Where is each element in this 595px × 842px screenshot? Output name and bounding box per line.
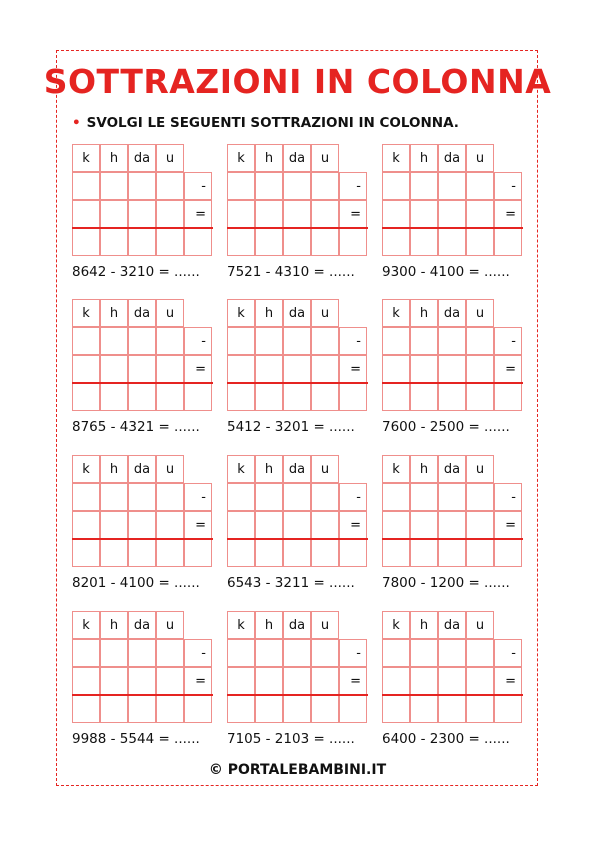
column-header-cell: da	[128, 611, 156, 639]
column-header-cell: k	[227, 144, 255, 172]
column-header-cell: u	[466, 144, 494, 172]
minus-sign: -	[339, 172, 367, 200]
answer-cell	[255, 695, 283, 723]
column-header-cell: da	[283, 455, 311, 483]
answer-cell	[100, 383, 128, 411]
answer-cell	[227, 200, 255, 228]
answer-cell	[156, 483, 184, 511]
answer-cell	[100, 667, 128, 695]
answer-cell	[128, 667, 156, 695]
answer-cell	[311, 172, 339, 200]
answer-cell	[100, 327, 128, 355]
answer-cell	[382, 539, 410, 567]
equals-sign: =	[339, 200, 367, 228]
answer-cell	[128, 327, 156, 355]
column-header-cell: u	[156, 299, 184, 327]
answer-cell	[382, 667, 410, 695]
answer-cell	[184, 383, 212, 411]
minus-sign: -	[184, 327, 212, 355]
result-line	[227, 382, 368, 384]
answer-cell	[156, 539, 184, 567]
answer-cell	[156, 355, 184, 383]
answer-cell	[72, 695, 100, 723]
answer-cell	[410, 667, 438, 695]
answer-cell	[438, 667, 466, 695]
subtraction-equation: 9300 - 4100 = ......	[382, 264, 510, 280]
answer-cell	[311, 383, 339, 411]
answer-cell	[128, 639, 156, 667]
answer-cell	[128, 228, 156, 256]
answer-cell	[466, 355, 494, 383]
equals-sign: =	[184, 200, 212, 228]
answer-cell	[72, 355, 100, 383]
column-header-cell: da	[128, 144, 156, 172]
result-line	[382, 382, 523, 384]
answer-cell	[382, 172, 410, 200]
column-header-cell: da	[283, 299, 311, 327]
result-line	[382, 227, 523, 229]
answer-cell	[283, 383, 311, 411]
answer-cell	[410, 383, 438, 411]
subtraction-equation: 9988 - 5544 = ......	[72, 731, 200, 747]
result-line	[227, 694, 368, 696]
answer-cell	[339, 695, 367, 723]
answer-cell	[128, 383, 156, 411]
answer-cell	[100, 695, 128, 723]
answer-cell	[438, 695, 466, 723]
column-header-cell: u	[311, 299, 339, 327]
column-header-cell: h	[410, 144, 438, 172]
answer-cell	[410, 228, 438, 256]
answer-cell	[72, 539, 100, 567]
answer-cell	[466, 539, 494, 567]
answer-cell	[227, 327, 255, 355]
column-header-cell: h	[255, 299, 283, 327]
answer-cell	[466, 667, 494, 695]
answer-cell	[156, 200, 184, 228]
answer-cell	[466, 695, 494, 723]
subtraction-equation: 7600 - 2500 = ......	[382, 419, 510, 435]
answer-cell	[255, 172, 283, 200]
minus-sign: -	[339, 483, 367, 511]
answer-cell	[184, 539, 212, 567]
answer-cell	[72, 639, 100, 667]
answer-cell	[128, 200, 156, 228]
equals-sign: =	[184, 511, 212, 539]
answer-cell	[227, 539, 255, 567]
answer-cell	[283, 667, 311, 695]
answer-cell	[410, 639, 438, 667]
answer-cell	[438, 511, 466, 539]
minus-sign: -	[494, 639, 522, 667]
answer-cell	[410, 483, 438, 511]
answer-cell	[438, 639, 466, 667]
answer-cell	[283, 695, 311, 723]
answer-cell	[128, 172, 156, 200]
answer-cell	[255, 383, 283, 411]
equals-sign: =	[494, 667, 522, 695]
column-header-cell: k	[72, 611, 100, 639]
answer-cell	[466, 228, 494, 256]
answer-cell	[311, 639, 339, 667]
answer-cell	[100, 172, 128, 200]
answer-cell	[100, 511, 128, 539]
answer-cell	[382, 200, 410, 228]
column-header-cell: h	[255, 455, 283, 483]
answer-cell	[227, 639, 255, 667]
answer-cell	[494, 695, 522, 723]
column-header-cell: h	[410, 299, 438, 327]
answer-cell	[283, 327, 311, 355]
answer-cell	[283, 539, 311, 567]
column-header-cell: h	[410, 455, 438, 483]
minus-sign: -	[184, 172, 212, 200]
answer-cell	[466, 639, 494, 667]
equals-sign: =	[339, 511, 367, 539]
answer-cell	[466, 200, 494, 228]
answer-cell	[72, 200, 100, 228]
answer-cell	[311, 667, 339, 695]
answer-cell	[339, 228, 367, 256]
answer-cell	[311, 327, 339, 355]
answer-cell	[156, 695, 184, 723]
answer-cell	[382, 383, 410, 411]
answer-cell	[494, 383, 522, 411]
answer-cell	[227, 172, 255, 200]
answer-cell	[382, 355, 410, 383]
column-header-cell: k	[72, 455, 100, 483]
instruction	[72, 115, 459, 131]
subtraction-equation: 8201 - 4100 = ......	[72, 575, 200, 591]
answer-cell	[410, 327, 438, 355]
column-header-cell: u	[156, 144, 184, 172]
answer-cell	[128, 511, 156, 539]
column-header-cell: u	[466, 611, 494, 639]
column-header-cell: u	[311, 144, 339, 172]
answer-cell	[382, 483, 410, 511]
column-header-cell: h	[100, 299, 128, 327]
result-line	[227, 538, 368, 540]
minus-sign: -	[494, 172, 522, 200]
result-line	[382, 538, 523, 540]
answer-cell	[255, 228, 283, 256]
answer-cell	[410, 695, 438, 723]
answer-cell	[72, 383, 100, 411]
answer-cell	[184, 695, 212, 723]
column-header-cell: k	[227, 611, 255, 639]
column-header-cell: da	[438, 455, 466, 483]
minus-sign: -	[494, 327, 522, 355]
minus-sign: -	[494, 483, 522, 511]
answer-cell	[283, 511, 311, 539]
answer-cell	[255, 483, 283, 511]
subtraction-equation: 8765 - 4321 = ......	[72, 419, 200, 435]
answer-cell	[100, 228, 128, 256]
answer-cell	[466, 327, 494, 355]
answer-cell	[100, 483, 128, 511]
equals-sign: =	[494, 200, 522, 228]
answer-cell	[156, 172, 184, 200]
answer-cell	[100, 539, 128, 567]
answer-cell	[283, 172, 311, 200]
answer-cell	[156, 511, 184, 539]
subtraction-equation: 7105 - 2103 = ......	[227, 731, 355, 747]
answer-cell	[438, 383, 466, 411]
answer-cell	[72, 228, 100, 256]
answer-cell	[382, 327, 410, 355]
answer-cell	[283, 639, 311, 667]
column-header-cell: da	[283, 611, 311, 639]
subtraction-equation: 5412 - 3201 = ......	[227, 419, 355, 435]
answer-cell	[382, 511, 410, 539]
answer-cell	[255, 639, 283, 667]
answer-cell	[227, 511, 255, 539]
answer-cell	[311, 228, 339, 256]
answer-cell	[339, 383, 367, 411]
answer-cell	[438, 355, 466, 383]
answer-cell	[227, 667, 255, 695]
answer-cell	[494, 228, 522, 256]
column-header-cell: k	[227, 455, 255, 483]
answer-cell	[255, 539, 283, 567]
answer-cell	[339, 539, 367, 567]
answer-cell	[72, 172, 100, 200]
answer-cell	[438, 200, 466, 228]
answer-cell	[100, 639, 128, 667]
column-header-cell: da	[438, 144, 466, 172]
answer-cell	[227, 483, 255, 511]
answer-cell	[311, 695, 339, 723]
subtraction-equation: 6400 - 2300 = ......	[382, 731, 510, 747]
result-line	[382, 694, 523, 696]
minus-sign: -	[184, 639, 212, 667]
answer-cell	[72, 667, 100, 695]
column-header-cell: k	[382, 611, 410, 639]
column-header-cell: k	[382, 299, 410, 327]
page-title: SOTTRAZIONI IN COLONNA	[43, 62, 552, 101]
answer-cell	[438, 483, 466, 511]
answer-cell	[311, 355, 339, 383]
answer-cell	[100, 355, 128, 383]
answer-cell	[311, 511, 339, 539]
answer-cell	[382, 639, 410, 667]
answer-cell	[72, 327, 100, 355]
answer-cell	[466, 511, 494, 539]
column-header-cell: k	[382, 144, 410, 172]
answer-cell	[184, 228, 212, 256]
equals-sign: =	[184, 355, 212, 383]
answer-cell	[128, 539, 156, 567]
answer-cell	[156, 639, 184, 667]
answer-cell	[227, 228, 255, 256]
answer-cell	[438, 539, 466, 567]
column-header-cell: da	[438, 299, 466, 327]
instruction-text: SVOLGI LE SEGUENTI SOTTRAZIONI IN COLONNA.	[86, 115, 459, 131]
equals-sign: =	[339, 355, 367, 383]
column-header-cell: h	[100, 144, 128, 172]
answer-cell	[156, 667, 184, 695]
column-header-cell: u	[311, 611, 339, 639]
equals-sign: =	[184, 667, 212, 695]
answer-cell	[382, 228, 410, 256]
result-line	[72, 694, 213, 696]
bullet-icon: •	[72, 115, 81, 131]
answer-cell	[255, 511, 283, 539]
subtraction-equation: 7521 - 4310 = ......	[227, 264, 355, 280]
answer-cell	[128, 355, 156, 383]
answer-cell	[255, 667, 283, 695]
answer-cell	[283, 483, 311, 511]
answer-cell	[466, 172, 494, 200]
equals-sign: =	[494, 355, 522, 383]
answer-cell	[128, 483, 156, 511]
column-header-cell: u	[311, 455, 339, 483]
answer-cell	[227, 355, 255, 383]
answer-cell	[283, 200, 311, 228]
column-header-cell: da	[283, 144, 311, 172]
column-header-cell: k	[227, 299, 255, 327]
column-header-cell: da	[128, 299, 156, 327]
answer-cell	[255, 355, 283, 383]
column-header-cell: da	[128, 455, 156, 483]
answer-cell	[438, 172, 466, 200]
column-header-cell: h	[255, 611, 283, 639]
column-header-cell: k	[72, 144, 100, 172]
answer-cell	[466, 383, 494, 411]
answer-cell	[494, 539, 522, 567]
footer-copyright: © PORTALEBAMBINI.IT	[208, 762, 387, 778]
minus-sign: -	[184, 483, 212, 511]
answer-cell	[311, 483, 339, 511]
answer-cell	[156, 383, 184, 411]
answer-cell	[72, 511, 100, 539]
answer-cell	[283, 228, 311, 256]
answer-cell	[410, 355, 438, 383]
answer-cell	[255, 327, 283, 355]
column-header-cell: u	[466, 455, 494, 483]
equals-sign: =	[339, 667, 367, 695]
column-header-cell: h	[410, 611, 438, 639]
answer-cell	[100, 200, 128, 228]
answer-cell	[72, 483, 100, 511]
answer-cell	[128, 695, 156, 723]
column-header-cell: h	[255, 144, 283, 172]
answer-cell	[156, 327, 184, 355]
column-header-cell: da	[438, 611, 466, 639]
answer-cell	[227, 695, 255, 723]
answer-cell	[255, 200, 283, 228]
answer-cell	[227, 383, 255, 411]
column-header-cell: u	[156, 611, 184, 639]
result-line	[72, 227, 213, 229]
result-line	[72, 382, 213, 384]
column-header-cell: h	[100, 455, 128, 483]
answer-cell	[410, 172, 438, 200]
result-line	[227, 227, 368, 229]
answer-cell	[438, 228, 466, 256]
answer-cell	[410, 200, 438, 228]
answer-cell	[283, 355, 311, 383]
subtraction-equation: 6543 - 3211 = ......	[227, 575, 355, 591]
result-line	[72, 538, 213, 540]
subtraction-equation: 8642 - 3210 = ......	[72, 264, 200, 280]
answer-cell	[438, 327, 466, 355]
column-header-cell: u	[466, 299, 494, 327]
minus-sign: -	[339, 327, 367, 355]
column-header-cell: h	[100, 611, 128, 639]
answer-cell	[466, 483, 494, 511]
equals-sign: =	[494, 511, 522, 539]
answer-cell	[156, 228, 184, 256]
answer-cell	[382, 695, 410, 723]
subtraction-equation: 7800 - 1200 = ......	[382, 575, 510, 591]
answer-cell	[410, 511, 438, 539]
answer-cell	[311, 539, 339, 567]
answer-cell	[311, 200, 339, 228]
column-header-cell: u	[156, 455, 184, 483]
column-header-cell: k	[382, 455, 410, 483]
minus-sign: -	[339, 639, 367, 667]
answer-cell	[410, 539, 438, 567]
column-header-cell: k	[72, 299, 100, 327]
